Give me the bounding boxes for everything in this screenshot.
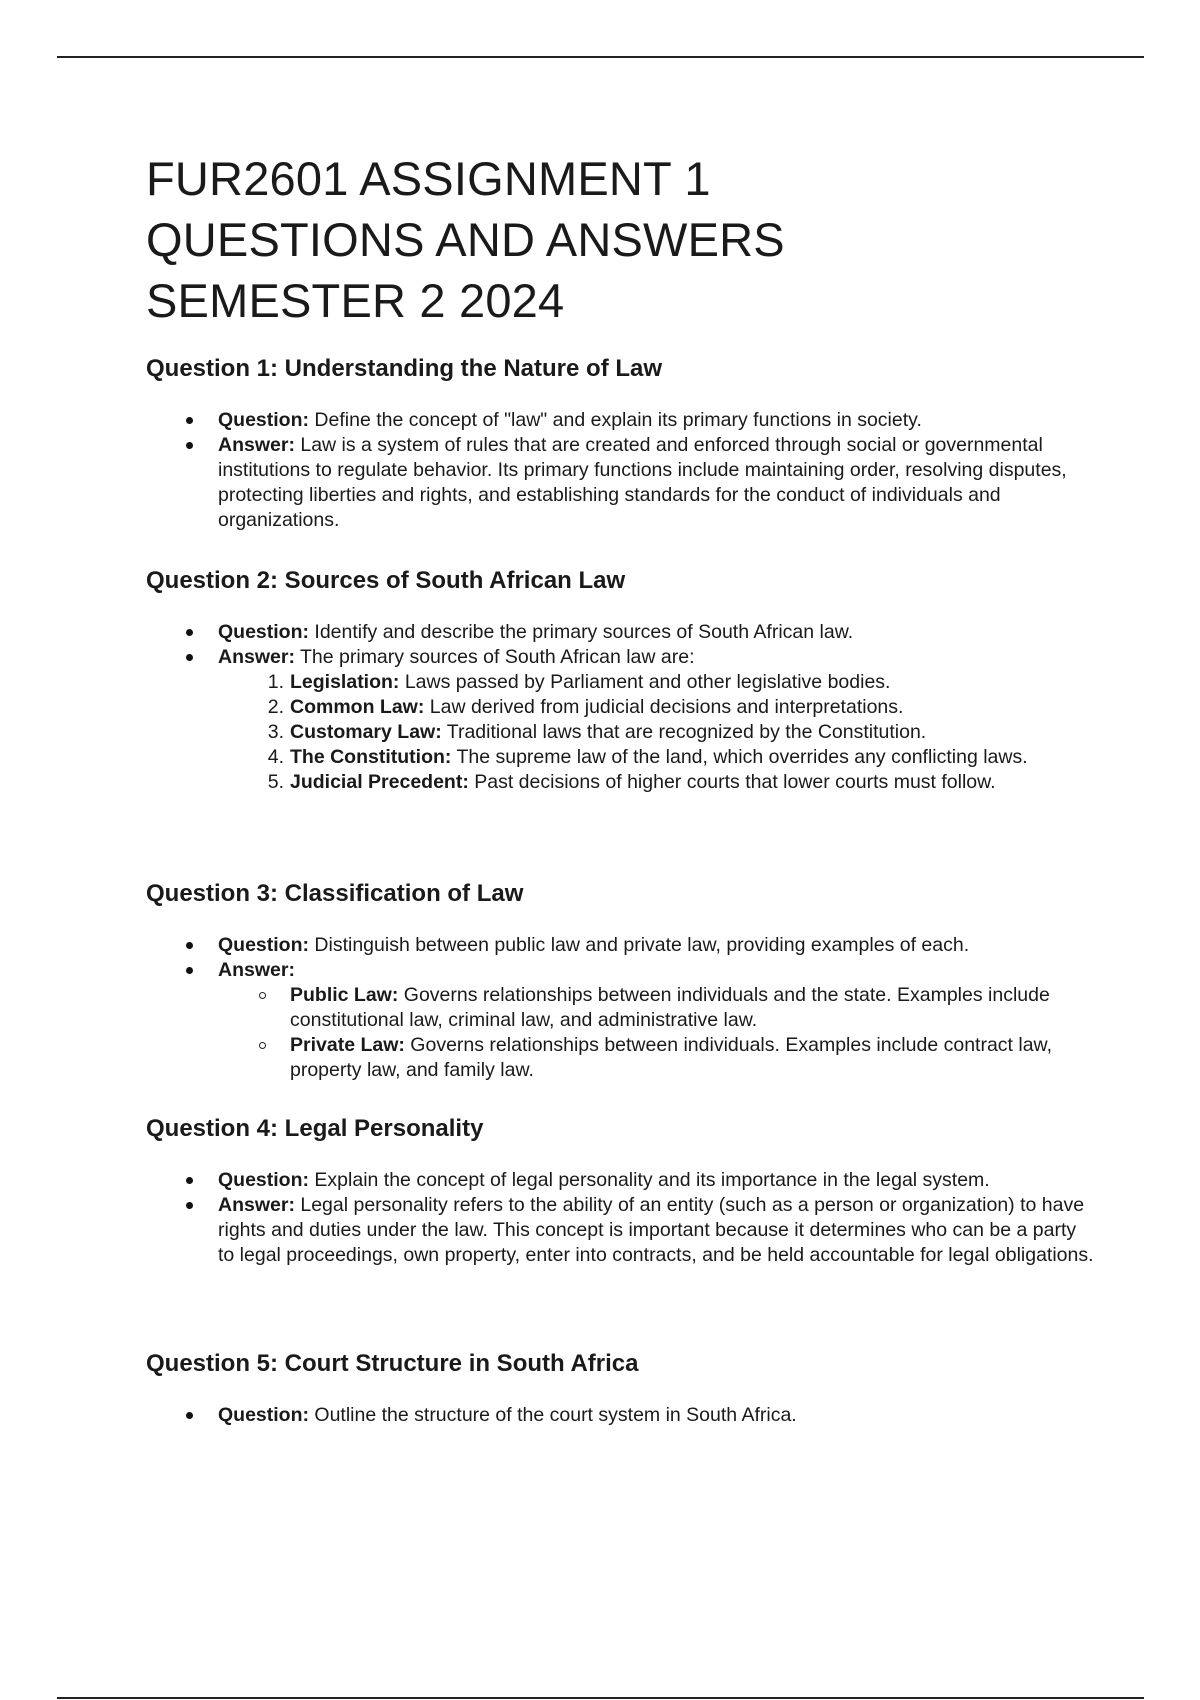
- classification-label: Private Law:: [290, 1034, 405, 1056]
- title-line: QUESTIONS AND ANSWERS: [146, 213, 785, 266]
- source-number: 3.: [267, 721, 284, 743]
- question-4-section: [146, 1114, 1096, 1268]
- question-item: [146, 620, 1096, 645]
- question-5-list: [146, 1403, 1096, 1428]
- question-label: Question:: [218, 934, 309, 956]
- question-5-heading: Question 5: Court Structure in South Africa: [146, 1350, 639, 1377]
- document-title: [146, 148, 1096, 331]
- question-3-section: [146, 879, 1096, 1083]
- question-1-list: [146, 408, 1096, 533]
- source-item: [218, 670, 1096, 695]
- question-4-heading: Question 4: Legal Personality: [146, 1115, 484, 1142]
- answer-item: [146, 1193, 1096, 1268]
- answer-label: Answer:: [218, 959, 295, 981]
- question-1-heading: Question 1: Understanding the Nature of Law: [146, 355, 663, 382]
- question-2-heading: Question 2: Sources of South African Law: [146, 567, 626, 594]
- classification-item: [218, 983, 1096, 1033]
- question-item: [146, 408, 1096, 433]
- question-item: [146, 1403, 1096, 1428]
- question-5-section: [146, 1349, 1096, 1428]
- question-item: [146, 933, 1096, 958]
- question-text: Distinguish between public law and private law, providing examples of each.: [309, 934, 970, 956]
- question-1-section: [146, 354, 1096, 533]
- question-item: [146, 1168, 1096, 1193]
- question-label: Question:: [218, 409, 309, 431]
- source-item: [218, 695, 1096, 720]
- document-body: [146, 148, 1096, 1426]
- question-text: Identify and describe the primary sources of South African law.: [309, 621, 854, 643]
- source-label: Judicial Precedent:: [290, 771, 469, 793]
- question-label: Question:: [218, 1404, 309, 1426]
- answer-label: Answer:: [218, 434, 295, 456]
- source-label: Common Law:: [290, 696, 425, 718]
- title-line: SEMESTER 2 2024: [146, 274, 565, 327]
- classification-text: Governs relationships between individuals and the state. Examples include constitutional law, criminal law, and administrative law.: [290, 984, 1050, 1031]
- classification-item: [218, 1033, 1096, 1083]
- question-text: Outline the structure of the court system in South Africa.: [309, 1404, 797, 1426]
- classification-text: Governs relationships between individuals. Examples include contract law, property law, and family law.: [290, 1034, 1052, 1081]
- source-label: The Constitution:: [290, 746, 452, 768]
- source-item: [218, 745, 1096, 770]
- answer-label: Answer:: [218, 1194, 295, 1216]
- answer-item: [146, 433, 1096, 533]
- source-label: Legislation:: [290, 671, 400, 693]
- law-classification-list: [218, 983, 1096, 1083]
- question-3-heading: Question 3: Classification of Law: [146, 880, 524, 907]
- question-2-section: [146, 566, 1096, 795]
- bottom-divider: [57, 1697, 1144, 1699]
- source-item: [218, 720, 1096, 745]
- source-number: 2.: [267, 696, 284, 718]
- source-number: 1.: [267, 671, 284, 693]
- answer-item: [146, 645, 1096, 795]
- question-label: Question:: [218, 1169, 309, 1191]
- source-item: [218, 770, 1096, 795]
- question-2-list: [146, 620, 1096, 795]
- answer-label: Answer:: [218, 646, 295, 668]
- source-number: 4.: [267, 746, 284, 768]
- question-label: Question:: [218, 621, 309, 643]
- title-line: FUR2601 ASSIGNMENT 1: [146, 152, 711, 205]
- answer-item: [146, 958, 1096, 1083]
- source-text: Traditional laws that are recognized by the Constitution.: [441, 721, 927, 743]
- source-number: 5.: [267, 771, 284, 793]
- question-text: Explain the concept of legal personality and its importance in the legal system.: [309, 1169, 990, 1191]
- source-text: Law derived from judicial decisions and interpretations.: [424, 696, 904, 718]
- question-text: Define the concept of "law" and explain its primary functions in society.: [309, 409, 922, 431]
- sources-list: [218, 670, 1096, 795]
- top-divider: [57, 56, 1144, 58]
- classification-label: Public Law:: [290, 984, 399, 1006]
- question-3-list: [146, 933, 1096, 1083]
- source-text: Laws passed by Parliament and other legislative bodies.: [399, 671, 891, 693]
- source-label: Customary Law:: [290, 721, 442, 743]
- question-4-list: [146, 1168, 1096, 1268]
- answer-text: The primary sources of South African law are:: [294, 646, 695, 668]
- answer-text: Law is a system of rules that are created and enforced through social or governmental institutions to regulate behavior. Its primary functions include maintaining order, resolving disputes, protecting liberties and rights, and establishing standards for the conduct of individuals and organizations.: [218, 434, 1067, 531]
- source-text: The supreme law of the land, which overrides any conflicting laws.: [451, 746, 1028, 768]
- source-text: Past decisions of higher courts that lower courts must follow.: [468, 771, 996, 793]
- answer-text: Legal personality refers to the ability of an entity (such as a person or organization) to have rights and duties under the law. This concept is important because it determines who can be a party to legal proceedings, own property, enter into contracts, and be held accountable for legal obligations.: [218, 1194, 1094, 1266]
